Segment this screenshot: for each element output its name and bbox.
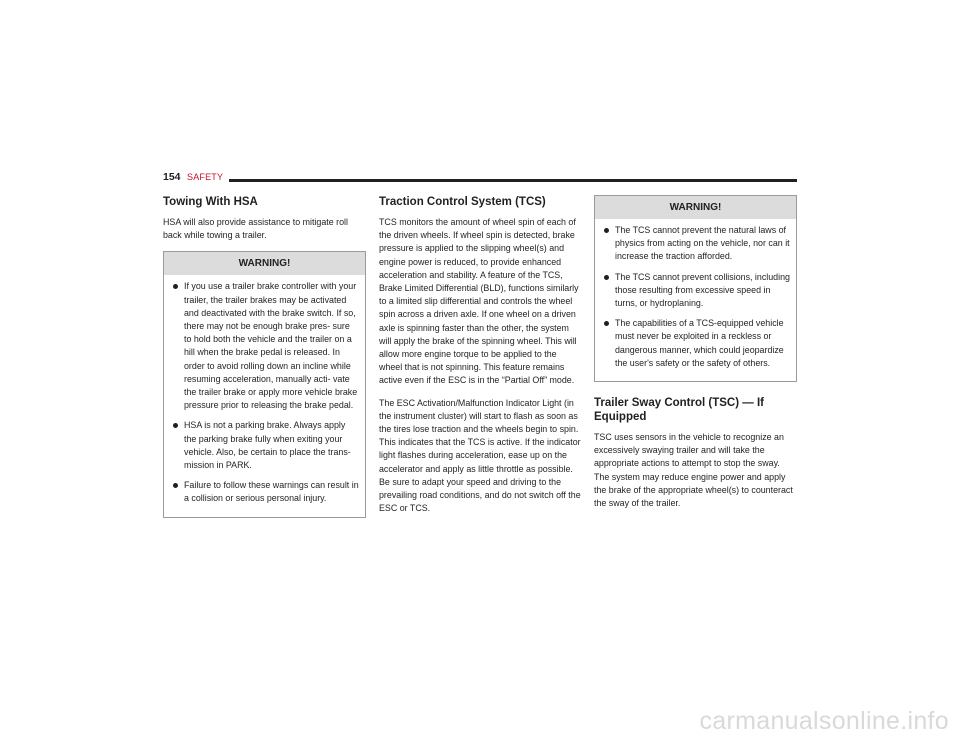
- heading-traction-control-system: Traction Control System (TCS): [379, 196, 546, 208]
- warning-item-text: If you use a trailer brake controller with your trailer, the trailer brakes may be activated and deactivated with the brake switch. If so, there may not be enough brake pres- sure to hold both the vehicle and the trailer on a hill when the brake pedal is released. In order to avoid rolling down an incline while resuming acceleration, manually acti- vate the trailer brake or apply more vehicle brake pressure prior to releasing the brake pedal.: [184, 281, 358, 411]
- warning-title: WARNING!: [595, 196, 796, 219]
- tsc-paragraph: TSC uses sensors in the vehicle to recognize an excessively swaying trailer and will take the appropriate actions to attempt to stop the sway. The system may reduce engine power and apply the brake of the appropriate wheel(s) to counteract the sway of the trailer.: [594, 432, 793, 509]
- warning-item-text: Failure to follow these warnings can result in a collision or serious personal injury.: [184, 480, 359, 504]
- tcs-paragraph: The ESC Activation/Malfunction Indicator Light (in the instrument cluster) will start to flash as soon as the tires lose traction and the wheels begin to spin. This indicates that the TCS is active. If the indicator light flashes during acceleration, ease up on the accelerator and apply as little throttle as possible. Be sure to adapt your speed and driving to the prevailing road conditions, and do not switch off the ESC or TCS.: [379, 397, 581, 514]
- towing-hsa-intro: HSA will also provide assistance to mitigate roll back while towing a trailer.: [163, 217, 348, 241]
- bullet-icon: [173, 483, 178, 488]
- warning-item: [173, 280, 359, 412]
- bullet-icon: [604, 275, 609, 280]
- column-2: [379, 195, 582, 524]
- warning-item: [604, 271, 790, 311]
- section-name: SAFETY: [187, 172, 224, 182]
- hsa-warning-box: [163, 251, 366, 517]
- tcs-paragraph: TCS monitors the amount of wheel spin of each of the driven wheels. If wheel spin is detected, brake pressure is applied to the slipping wheel(s) and engine power is reduced, to provide enhanced acceleration and stability. A feature of the TCS, Brake Limited Differential (BLD), functions similarly to a limited slip differential and controls the wheel spin across a driven axle. If one wheel on a driven axle is spinning faster than the other, the system will apply the brake of the spinning wheel. This will allow more engine torque to be applied to the wheel that is not spinning. This feature remains active even if the ESC is in the “Partial Off” mode.: [379, 217, 579, 386]
- column-1: [163, 195, 366, 518]
- bullet-icon: [604, 228, 609, 233]
- warning-item: [604, 317, 790, 370]
- warning-item-text: The TCS cannot prevent collisions, including those resulting from excessive speed in turns, or hydroplaning.: [615, 271, 790, 309]
- bullet-icon: [173, 284, 178, 289]
- warning-title: WARNING!: [164, 252, 365, 275]
- bullet-icon: [604, 321, 609, 326]
- header-rule: [229, 179, 797, 182]
- bullet-icon: [173, 423, 178, 428]
- warning-item: [604, 224, 790, 264]
- warning-item-text: HSA is not a parking brake. Always apply the parking brake fully when exiting your vehicle. Also, be certain to place the trans- mission in PARK.: [184, 420, 351, 471]
- warning-body: [595, 219, 796, 381]
- warning-item-text: The TCS cannot prevent the natural laws of physics from acting on the vehicle, nor can it increase the traction afforded.: [615, 225, 790, 262]
- warning-item: [173, 419, 359, 472]
- heading-trailer-sway-control: Trailer Sway Control (TSC) — If Equipped: [594, 397, 764, 424]
- watermark: carmanualsonline.info: [699, 707, 949, 735]
- tcs-warning-box: [594, 195, 797, 382]
- page-header: [163, 171, 797, 187]
- page-number: 154: [163, 171, 181, 183]
- column-3: [594, 195, 797, 519]
- warning-item-text: The capabilities of a TCS-equipped vehicle must never be exploited in a reckless or dangerous manner, which could jeopardize the user's safety or the safety of others.: [615, 318, 784, 368]
- heading-towing-with-hsa: Towing With HSA: [163, 196, 258, 208]
- warning-item: [173, 479, 359, 505]
- warning-body: [164, 275, 365, 516]
